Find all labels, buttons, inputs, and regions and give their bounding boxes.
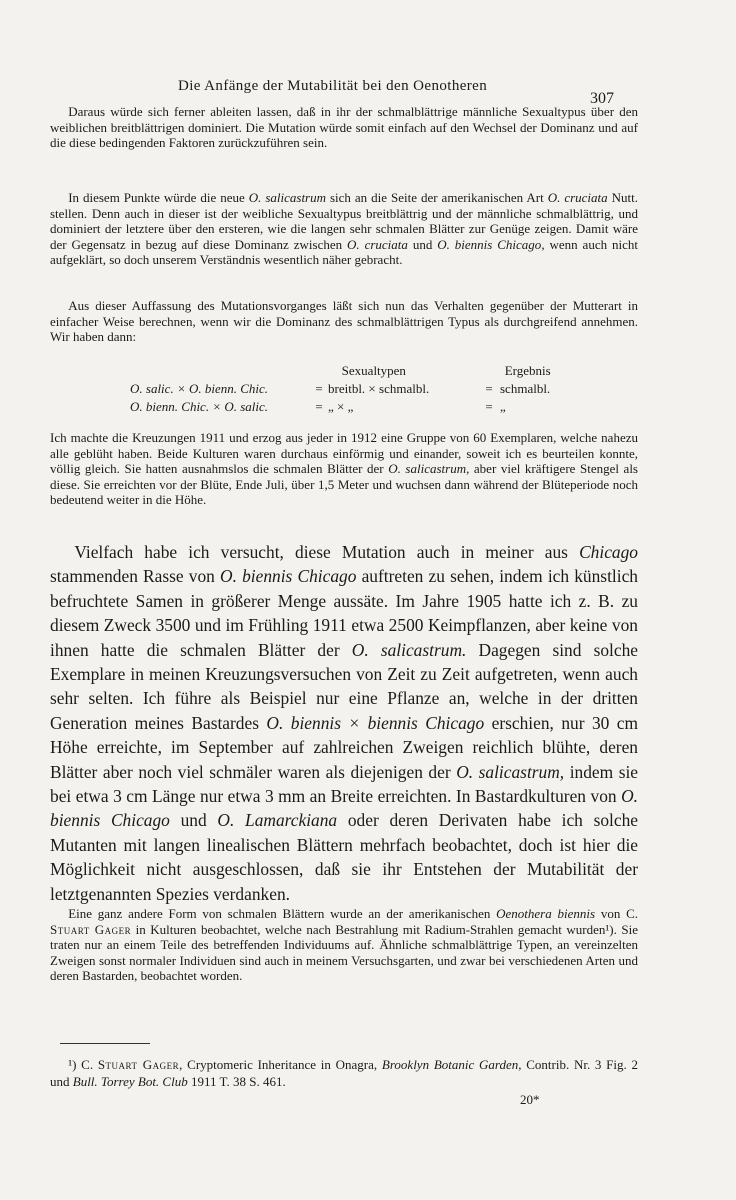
cross-table [130,362,590,416]
paragraph-4-text: Ich machte die Kreuzungen 1911 und erzog aus jeder in 1912 eine Gruppe von 60 Exemplaren, welche nahezu alle geblüht haben. Beide Kulturen waren durchaus einförmig und einander, soweit ich es beurteilen konnte, völlig gleich. Sie hatten ausnahmslos die schmalen Blätter der O. salicastrum, aber viel kräftigere Stengel als diese. Sie erreichten vor der Blüte, Ende Juli, über 1,5 Meter und wuchsen dann während der Blüteperiode noch bedeutend weiter in die Höhe. [50,430,638,508]
table-row [130,380,590,398]
species-name: O. salicastrum [248,190,327,205]
footnote: ¹) C. Stuart Gager, Cryptomeric Inheritance in Onagra, Brooklyn Botanic Garden, Contrib. Nr. 3 Fig. 2 und Bull. Torrey Bot. Club 1911 T. 38 S. 461. [50,1057,639,1089]
species-name: O. salicastrum [388,461,467,477]
species-name: O. biennis Chicago [220,566,357,587]
species-name: O. biennis Chicago [50,786,638,831]
table-cell-result: „ [500,399,506,414]
column-header-ergebnis: Ergebnis [504,363,551,378]
author-name: Stuart Gager [50,921,132,937]
journal-name: Brooklyn Botanic Garden, [381,1057,522,1072]
table-cell-equals: = [315,381,323,396]
table-header-row [130,362,590,380]
table-cell-cross: O. salic. × O. bienn. Chic. [130,381,269,396]
table-row [130,398,590,416]
species-name: Oenothera biennis [496,906,596,921]
paragraph-2-text: In diesem Punkte würde die neue O. salicastrum sich an die Seite der amerikanischen Art O. cruciata Nutt. stellen. Denn auch in dieser ist der weibliche Sexualtypus breitblättrig und der männliche schmalblättrig, und dominiert der letztere über den ersteren, wie die langen sehr schmalen Blätter zur Genüge zeigen. Damit wäre der Gegensatz in bezug auf diese Dominanz zwischen O. cruciata und O. biennis Chicago, wenn auch nicht aufgeklärt, so doch unserem Verständnis wesentlich näher gebracht. [50,190,638,268]
column-header-sexualtypen: Sexualtypen [341,363,406,378]
paragraph-5 [50,540,638,906]
table-cell-cross: O. bienn. Chic. × O. salic. [130,399,269,414]
paragraph-2 [50,190,638,268]
paragraph-4 [50,430,638,508]
paragraph-3 [50,298,638,345]
table-cell-types: breitbl. × schmalbl. [328,381,430,396]
table-cell-equals: = [315,399,323,414]
table-cell-equals: = [485,381,493,396]
species-name: O. Lamarckiana [217,810,338,831]
table-cell-equals: = [485,399,493,414]
species-name: O. cruciata [347,236,408,252]
table-cell-result: schmalbl. [500,381,551,396]
running-title: Die Anfänge der Mutabilität bei den Oenotheren [178,78,488,94]
paragraph-6 [50,906,638,984]
paragraph-3-text: Aus dieser Auffassung des Mutationsvorganges läßt sich nun das Verhalten gegenüber der Mutterart in einfacher Weise berechnen, wenn wir die Dominanz des schmalblättrigen Typus als durchgreifend annehmen. Wir haben dann: [50,298,638,345]
running-header [0,74,736,107]
journal-name: Bull. Torrey Bot. Club [72,1074,188,1089]
author-name: Stuart Gager [97,1057,180,1072]
species-name: O. biennis × biennis Chicago [266,712,485,733]
paragraph-5-text: Vielfach habe ich versucht, diese Mutation auch in meiner aus Chicago stammenden Rasse von O. biennis Chicago auftreten zu sehen, indem ich künstlich befruchtete Samen in größerer Menge aussäte. Im Jahre 1905 hatte ich z. B. zu diesem Zweck 3500 und im Frühling 1911 etwa 2500 Keimpflanzen, aber keine von ihnen hatte die schmalen Blätter der O. salicastrum. Dagegen sind solche Exemplare in meinen Kreuzungsversuchen von Zeit zu Zeit aufgetreten, wenn auch sehr selten. Ich führe als Beispiel nur eine Pflanze an, welche in der dritten Generation meines Bastardes O. biennis × biennis Chicago erschien, nur 30 cm Höhe erreichte, im September auf zahlreichen Zweigen reichlich blühte, deren Blätter aber noch viel schmäler waren als diejenigen der O. salicastrum, indem sie bei etwa 3 cm Länge nur etwa 3 mm an Breite erreichten. In Bastardkulturen von O. biennis Chicago und O. Lamarckiana oder deren Derivaten habe ich solche Mutanten mit langen linealischen Blättern mehrfach beobachtet, doch ist hier die Möglichkeit nicht ausgeschlossen, daß sie ihr Entstehen der Mutabilität der letztgenannten Spezies verdanken. [50,542,639,904]
footnote-divider [60,1043,150,1044]
species-name: O. biennis Chicago [437,236,542,252]
species-name: O. salicastrum. [351,639,467,660]
paragraph-6-text: Eine ganz andere Form von schmalen Blättern wurde an der amerikanischen Oenothera biennis von C. Stuart Gager in Kulturen beobachtet, welche nach Bestrahlung mit Radium-Strahlen gemacht wurden¹). Sie traten nur an einem Teile des betreffenden Individuums auf. Ähnliche schmalblättrige Typen, an vereinzelten Zweigen sonst normaler Individuen sind auch in meinem Versuchsgarten, und zwar bei verschiedenen Arten und deren Bastarden, beobachtet worden. [50,906,639,984]
signature-mark: 20* [520,1092,540,1107]
paragraph-1-text: Daraus würde sich ferner ableiten lassen, daß in ihr der schmalblättrige männliche Sexualtypus über den weiblichen breitblättrigen dominiert. Die Mutation würde somit einfach auf den Wechsel der Dominanz und auf die diese bedingenden Faktoren zurückzuführen sein. [50,104,638,151]
paragraph-1 [50,104,638,151]
species-name: O. salicastrum, [456,761,565,782]
species-name: O. cruciata [547,190,608,205]
table-cell-types: „ × „ [328,399,354,414]
page-number: 307 [590,90,614,107]
place-name: Chicago [579,542,638,562]
